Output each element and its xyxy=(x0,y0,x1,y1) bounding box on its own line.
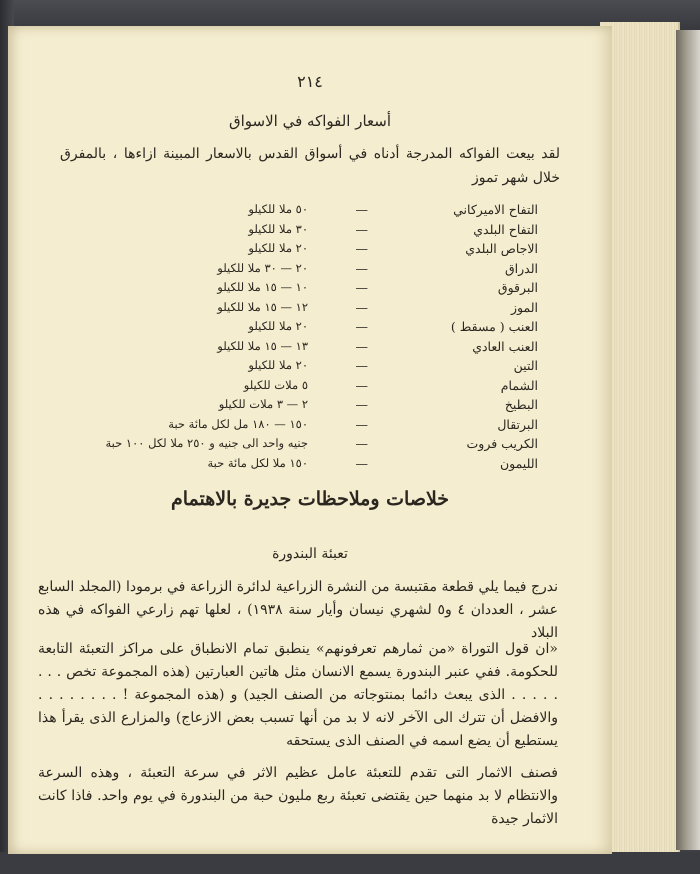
fruit-price: ٢ — ٣ ملات للكيلو xyxy=(218,397,308,411)
fruit-price: ٢٠ — ٣٠ ملا للكيلو xyxy=(217,260,308,275)
price-row xyxy=(158,378,538,398)
fruit-name: الشمام xyxy=(500,377,538,393)
fruit-price: ٥٠ ملا للكيلو xyxy=(248,202,308,216)
row-dash: — xyxy=(355,436,368,451)
section-heading: خلاصات وملاحظات جديرة بالاهتمام xyxy=(170,488,450,510)
fruit-price: جنيه واحد الى جنيه و ٢٥٠ ملا لكل ١٠٠ حبة xyxy=(105,436,308,450)
fruit-price: ١٠ — ١٥ ملا للكيلو xyxy=(217,280,308,294)
paragraph-1: ندرج فيما يلي قطعة مقتبسة من النشرة الزراعية لدائرة الزراعة في برمودا (المجلد السابع عشر ، العددان ٤ و٥ لشهري نيسان وأيار سنة ١٩٣٨) ، لعلها تهم زارعي الفواكه في هذه البلاد xyxy=(38,579,558,641)
fruit-name: الدراق xyxy=(504,260,538,276)
price-row xyxy=(158,339,538,359)
price-row xyxy=(158,456,538,476)
intro-paragraph: لقد بيعت الفواكه المدرجة أدناه في أسواق القدس بالاسعار المبينة ازاءها ، بالمفرق خلال شهر تموز xyxy=(60,146,560,186)
subheading: تعبئة البندورة xyxy=(272,546,348,562)
book-binding-bottom xyxy=(0,852,700,874)
fruit-price: ٢٠ ملا للكيلو xyxy=(248,358,308,372)
fruit-price: ١٥٠ ملا لكل مائة حبة xyxy=(207,455,308,470)
page-number: ٢١٤ xyxy=(297,72,323,91)
row-dash: — xyxy=(355,397,368,412)
paragraph-3: فصنف الاثمار التى تقدم للتعبئة عامل عظيم الاثر في سرعة التعبئة ، وهذه السرعة والانتظام لا بد منهما حين يقتضى تعبئة ربع مليون حبة من البندورة في يوم واحد. فاذا كانت الاثمار جيدة xyxy=(38,765,558,827)
row-dash: — xyxy=(355,299,368,315)
paragraph-2: «ان قول التوراة «من ثمارهم تعرفونهم» ينطبق تمام الانطباق على مراكز التعبئة التابعة للحكومة. ففي عنبر البندورة يسمع الانسان مثل هاتين العبارتين (هذه المجموعة تخص . . . . . . . . الذى يبعث دائما بمنتوجاته من الصنف الجيد) و (هذه المجموعة ! . . . . . . . . والافضل أن تترك الى الآخر لانه لا بد من أنها تسبب بعض الازعاج) والمزارع الذى يقرأ هذا يستطيع أن يضع اسمه في الصنف الذى يستحقه xyxy=(38,641,558,749)
row-dash: — xyxy=(355,416,368,432)
price-list xyxy=(105,202,538,475)
book-edge-shadow xyxy=(676,30,700,850)
row-dash: — xyxy=(355,358,368,373)
row-dash: — xyxy=(355,319,368,334)
fruit-name: التفاح البلدي xyxy=(473,221,538,237)
price-row xyxy=(158,261,538,281)
fruit-name: البرقوق xyxy=(497,280,538,295)
price-row xyxy=(158,300,538,320)
price-row xyxy=(158,397,538,417)
fruit-price: ١٢ — ١٥ ملا للكيلو xyxy=(217,299,308,314)
price-row xyxy=(158,319,538,339)
fruit-price: ١٥٠ — ١٨٠ مل لكل مائة حبة xyxy=(168,416,308,431)
row-dash: — xyxy=(355,338,368,354)
fruit-name: الاجاص البلدي xyxy=(465,241,538,256)
page-edges xyxy=(600,22,680,854)
book-page xyxy=(8,26,612,854)
fruit-price: ٢٠ ملا للكيلو xyxy=(248,319,308,333)
row-dash: — xyxy=(355,241,368,256)
fruit-price: ١٣ — ١٥ ملا للكيلو xyxy=(217,338,308,353)
fruit-name: العنب العادي xyxy=(472,338,538,354)
fruit-name: الموز xyxy=(510,299,538,315)
price-row xyxy=(105,436,538,456)
fruit-name: التفاح الاميركاني xyxy=(453,202,538,217)
fruit-name: الكريب فروت xyxy=(466,436,538,451)
fruit-name: البطيخ xyxy=(504,397,538,412)
row-dash: — xyxy=(355,221,368,237)
section-title: أسعار الفواكه في الاسواق xyxy=(228,112,392,130)
row-dash: — xyxy=(355,377,368,393)
fruit-name: الليمون xyxy=(499,455,538,471)
price-row xyxy=(158,358,538,378)
fruit-name: البرتقال xyxy=(497,416,538,432)
fruit-price: ٢٠ ملا للكيلو xyxy=(248,241,308,255)
row-dash: — xyxy=(355,260,368,276)
fruit-name: العنب ( مسقط ) xyxy=(450,319,538,334)
row-dash: — xyxy=(355,280,368,295)
price-row xyxy=(158,280,538,300)
price-row xyxy=(158,202,538,222)
price-row xyxy=(158,222,538,242)
fruit-price: ٣٠ ملا للكيلو xyxy=(248,221,308,236)
fruit-price: ٥ ملات للكيلو xyxy=(243,377,308,392)
fruit-name: التين xyxy=(513,358,538,373)
price-row xyxy=(158,241,538,261)
row-dash: — xyxy=(355,455,368,471)
price-row xyxy=(158,417,538,437)
row-dash: — xyxy=(355,202,368,217)
